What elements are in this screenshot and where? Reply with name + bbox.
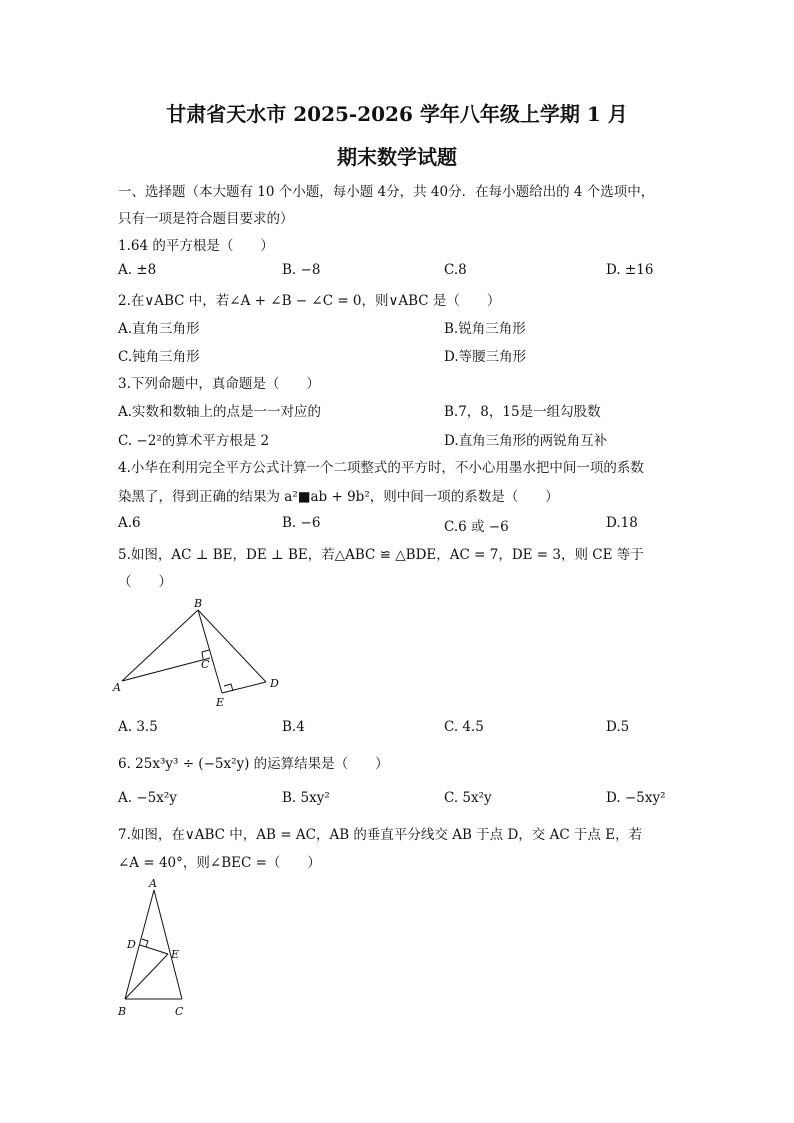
- question-4-option-d: D.18: [606, 515, 638, 531]
- question-4-option-c: C.6 或 −6: [444, 519, 509, 535]
- question-4-stem-line1: 4.小华在利用完全平方公式计算一个二项整式的平方时，不小心用墨水把中间一项的系数: [118, 460, 644, 476]
- question-3-option-c: C. −2²的算术平方根是 2: [118, 433, 270, 449]
- question-3-option-a: A.实数和数轴上的点是一一对应的: [118, 404, 322, 420]
- fig5-label-c: C: [201, 658, 210, 671]
- question-5-option-b: B.4: [282, 719, 305, 735]
- question-1-option-d: D. ±16: [606, 262, 654, 278]
- question-3-option-d: D.直角三角形的两锐角互补: [444, 433, 608, 449]
- fig5-segment-ed: [222, 682, 266, 693]
- fig7-label-e: E: [171, 948, 180, 961]
- exam-title-line2: 期末数学试题: [337, 145, 457, 169]
- question-3-stem: 3.下列命题中，真命题是（ ）: [118, 376, 320, 392]
- question-2-option-a: A.直角三角形: [118, 321, 200, 337]
- question-2-stem: 2.在∨ABC 中，若∠A + ∠B − ∠C = 0，则∨ABC 是（ ）: [118, 293, 501, 309]
- fig7-label-a: A: [149, 877, 157, 890]
- fig5-segment-ac: [122, 658, 210, 681]
- question-2-option-b: B.锐角三角形: [444, 321, 526, 337]
- question-2-option-d: D.等腰三角形: [444, 349, 527, 365]
- question-6-stem: 6. 25x³y³ ÷ (−5x²y) 的运算结果是（ ）: [118, 756, 389, 772]
- question-4-option-b: B. −6: [282, 515, 321, 531]
- question-5-figure: [112, 594, 292, 712]
- fig5-label-a: A: [113, 681, 121, 694]
- question-7-stem-line2: ∠A = 40°，则∠BEC =（ ）: [118, 855, 321, 871]
- question-7-stem-line1: 7.如图，在∨ABC 中，AB = AC，AB 的垂直平分线交 AB 于点 D，交 AC 于点 E，若: [118, 827, 643, 843]
- question-5-option-a: A. 3.5: [118, 719, 158, 735]
- fig7-segment-ac: [154, 890, 182, 999]
- question-1-option-c: C.8: [444, 262, 467, 278]
- fig5-label-d: D: [270, 677, 279, 690]
- question-1-stem: 1.64 的平方根是（ ）: [118, 238, 274, 254]
- question-4-stem-line2: 染黑了，得到正确的结果为 a²■ab + 9b²，则中间一项的系数是（ ）: [118, 489, 559, 505]
- question-2-option-c: C.钝角三角形: [118, 349, 200, 365]
- exam-title-line1: 甘肃省天水市 2025-2026 学年八年级上学期 1 月: [166, 102, 628, 126]
- question-6-option-a: A. −5x²y: [118, 790, 177, 806]
- fig5-segment-ab: [122, 610, 198, 681]
- question-6-option-b: B. 5xy²: [282, 790, 330, 806]
- question-6-option-d: D. −5xy²: [606, 790, 666, 806]
- fig7-segment-de: [140, 945, 168, 954]
- section-heading-line1: 一、选择题（本大题有 10 个小题，每小题 4分，共 40分．在每小题给出的 4 个选项中，: [118, 184, 655, 200]
- section-heading-line2: 只有一项是符合题目要求的）: [118, 211, 294, 227]
- question-4-option-a: A.6: [118, 515, 141, 531]
- question-6-option-c: C. 5x²y: [444, 790, 492, 806]
- question-5-option-c: C. 4.5: [444, 719, 484, 735]
- question-5-option-d: D.5: [606, 719, 630, 735]
- fig5-label-b: B: [194, 597, 203, 610]
- question-5-stem-line1: 5.如图，AC ⊥ BE，DE ⊥ BE，若△ABC ≌ △BDE，AC = 7，DE = 3，则 CE 等于: [118, 547, 644, 563]
- fig7-label-b: B: [118, 1005, 127, 1018]
- fig5-right-angle-e: [224, 684, 233, 691]
- question-5-stem-line2: （ ）: [118, 574, 172, 590]
- question-1-option-a: A. ±8: [118, 262, 157, 278]
- fig7-label-d: D: [127, 938, 136, 951]
- fig5-label-e: E: [216, 696, 225, 709]
- question-7-figure: [114, 874, 194, 1022]
- question-3-option-b: B.7，8，15是一组勾股数: [444, 404, 601, 420]
- fig7-label-c: C: [175, 1005, 184, 1018]
- question-1-option-b: B. −8: [282, 262, 321, 278]
